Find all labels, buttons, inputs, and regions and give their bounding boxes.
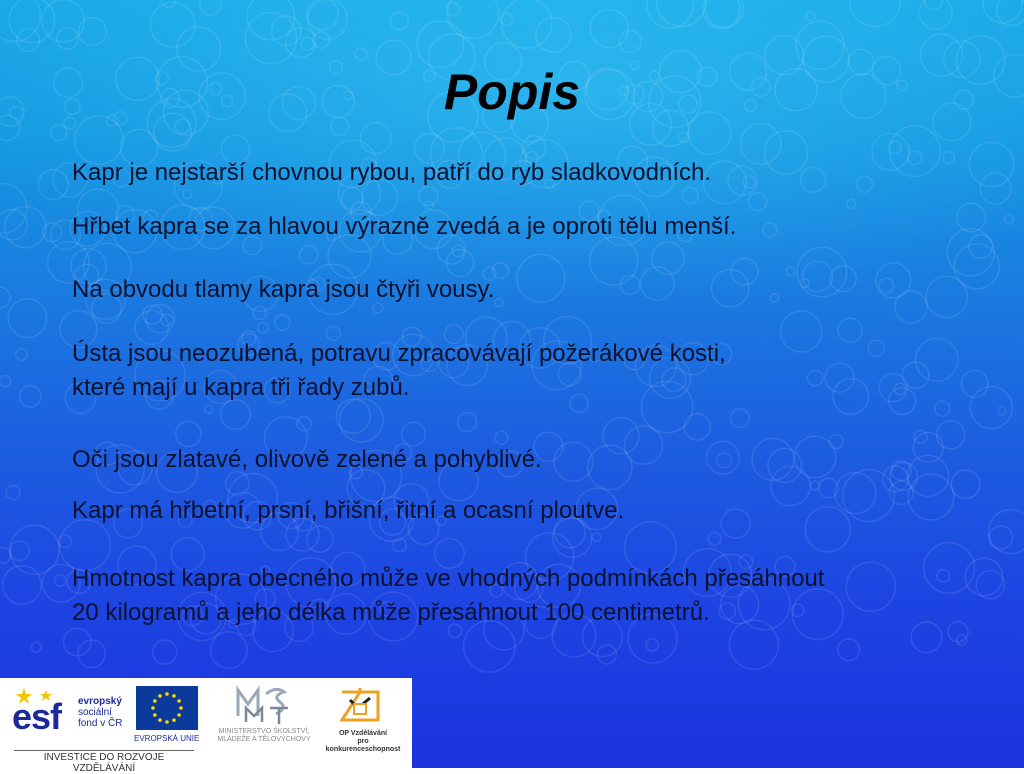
bubble (425, 201, 433, 209)
bubble (301, 37, 314, 50)
bubble (57, 28, 79, 50)
eu-star (151, 706, 155, 710)
bubble (847, 199, 856, 208)
bubble (850, 0, 901, 27)
paragraph-fins (72, 494, 1002, 528)
bubble (393, 539, 406, 552)
bubble (32, 642, 42, 652)
op-label-line: OP Vzdělávání (338, 730, 388, 737)
bubble (258, 323, 268, 333)
bubble (1005, 215, 1014, 224)
eu-star (179, 706, 183, 710)
paragraph-line: 20 kilogramů a jeho délka může přesáhnout 100 centimetrů. (72, 599, 710, 626)
bubble (143, 305, 162, 324)
bubble (620, 31, 642, 53)
investice-label: INVESTICE DO ROZVOJE VZDĚLÁVÁNÍ (14, 750, 194, 774)
bubble (43, 223, 62, 242)
eu-star (153, 699, 157, 703)
eu-star (172, 694, 176, 698)
bubble (983, 0, 1022, 23)
bubble (54, 575, 66, 587)
bubble (42, 0, 84, 42)
bubble (17, 29, 40, 52)
bubble (161, 314, 173, 326)
bubble (355, 48, 367, 60)
bubble (536, 17, 571, 52)
bubble (646, 639, 658, 651)
paragraph-weight (72, 562, 1002, 630)
bubble (889, 141, 901, 153)
paragraph-line: které mají u kapra tři řady zubů. (72, 374, 410, 401)
bubble (652, 242, 684, 274)
bubble (0, 548, 11, 563)
eu-star (177, 713, 181, 717)
paragraph-line: Kapr má hřbetní, prsní, břišní, řitní a ocasní ploutve. (72, 497, 625, 524)
bubble (391, 12, 409, 30)
esf-label-line: evropský (78, 696, 122, 707)
paragraph-line: Kapr je nejstarší chovnou rybou, patří do ryb sladkovodních. (72, 159, 712, 186)
bubble (6, 486, 20, 500)
msmt-label-line: MINISTERSTVO ŠKOLSTVÍ, (218, 728, 310, 735)
bubble (38, 170, 68, 200)
bubble (838, 639, 860, 661)
bubble (245, 12, 296, 63)
msmt-logo-icon (232, 682, 296, 726)
bubble (0, 287, 10, 307)
op-label (320, 730, 406, 754)
paragraph-mouth (72, 337, 1002, 405)
bubble (300, 246, 318, 264)
bubble (0, 376, 11, 387)
paragraph-line: Oči jsou zlatavé, olivově zelené a pohyblivé. (72, 446, 542, 473)
eu-star (165, 720, 169, 724)
esf-logo (12, 686, 132, 746)
bubble (446, 3, 459, 16)
bubble (247, 0, 294, 40)
bubble (597, 645, 616, 664)
bubble (183, 190, 192, 199)
bubble (925, 0, 943, 10)
bubble (806, 12, 815, 21)
bubble (162, 0, 176, 8)
bubble (79, 18, 107, 46)
bubble (448, 0, 499, 39)
bubble (749, 193, 767, 211)
bubble (811, 481, 820, 490)
paragraph-origin (72, 156, 1002, 190)
bubble (20, 386, 41, 407)
bubble (592, 533, 601, 542)
bubble (16, 349, 28, 361)
bubble (307, 526, 333, 552)
eu-star (165, 692, 169, 696)
paragraph-back (72, 210, 1002, 244)
bubble (272, 16, 301, 45)
bubble (657, 0, 706, 27)
bubble (307, 0, 338, 30)
eu-flag-icon (136, 686, 198, 730)
bubble (8, 299, 47, 338)
bubble (150, 2, 195, 47)
msmt-label (204, 728, 324, 744)
eu-label: EVROPSKÁ UNIE (134, 734, 200, 743)
bubble (0, 209, 27, 239)
bubble (0, 0, 41, 41)
esf-label-line: sociální (78, 707, 112, 718)
funding-logo-strip (0, 678, 412, 774)
bubble (153, 640, 177, 664)
paragraph-line: Ústa jsou neozubená, potravu zpracovávají požerákové kosti, (72, 340, 726, 367)
bubble (684, 414, 710, 440)
bubble (452, 245, 464, 257)
bubble (253, 306, 266, 319)
eu-star (172, 718, 176, 722)
bubble (3, 566, 42, 605)
bubble (703, 0, 740, 28)
esf-label (78, 696, 122, 729)
bubble (51, 124, 67, 140)
eu-star (158, 718, 162, 722)
bubble (5, 207, 46, 248)
bubble (708, 533, 721, 546)
bubble (647, 0, 693, 28)
slide-title: Popis (443, 64, 581, 120)
paragraph-line: Hřbet kapra se za hlavou výrazně zvedá a je oproti tělu menší. (72, 213, 737, 240)
bubble (590, 9, 628, 47)
paragraph-eyes (72, 443, 1002, 477)
bubble (10, 541, 30, 561)
bubble (458, 413, 477, 432)
bubble (297, 417, 311, 431)
bubble (914, 430, 927, 443)
op-label-line: pro konkurenceschopnost (325, 738, 401, 753)
eu-star (158, 694, 162, 698)
op-logo-icon (338, 686, 382, 726)
bubble (705, 0, 743, 28)
bubble (64, 628, 91, 655)
bubble (9, 0, 54, 43)
bubble (286, 28, 316, 58)
esf-mark: esf (12, 696, 62, 737)
bubble (501, 13, 513, 25)
bubble (360, 123, 391, 154)
esf-label-line: fond v ČR (78, 718, 123, 729)
bubble (0, 184, 27, 234)
bubble (211, 632, 248, 669)
paragraph-barbels (72, 273, 1002, 307)
bubble (10, 525, 59, 574)
bubble (919, 0, 952, 29)
bubble (998, 407, 1006, 415)
paragraph-line: Na obvodu tlamy kapra jsou čtyři vousy. (72, 276, 495, 303)
bubble (996, 0, 1024, 26)
bubble (313, 32, 329, 48)
bubble (679, 132, 689, 142)
bubble (340, 399, 383, 442)
msmt-label-line: MLÁDEŽE A TĚLOVÝCHOVY (217, 736, 311, 743)
bubble (275, 315, 290, 330)
bubble (146, 305, 174, 333)
eu-star (177, 699, 181, 703)
bubble (502, 0, 552, 48)
bubble (957, 635, 967, 645)
bubble (200, 0, 221, 15)
bubble (731, 409, 750, 428)
paragraph-line: Hmotnost kapra obecného může ve vhodných podmínkách přesáhnout (72, 565, 825, 592)
bubble (308, 0, 348, 39)
bubble (417, 21, 464, 68)
bubble (342, 188, 364, 210)
bubble (205, 405, 213, 413)
bubble (989, 526, 1012, 549)
bubble (59, 535, 72, 548)
eu-star (153, 713, 157, 717)
bubble (78, 640, 105, 667)
